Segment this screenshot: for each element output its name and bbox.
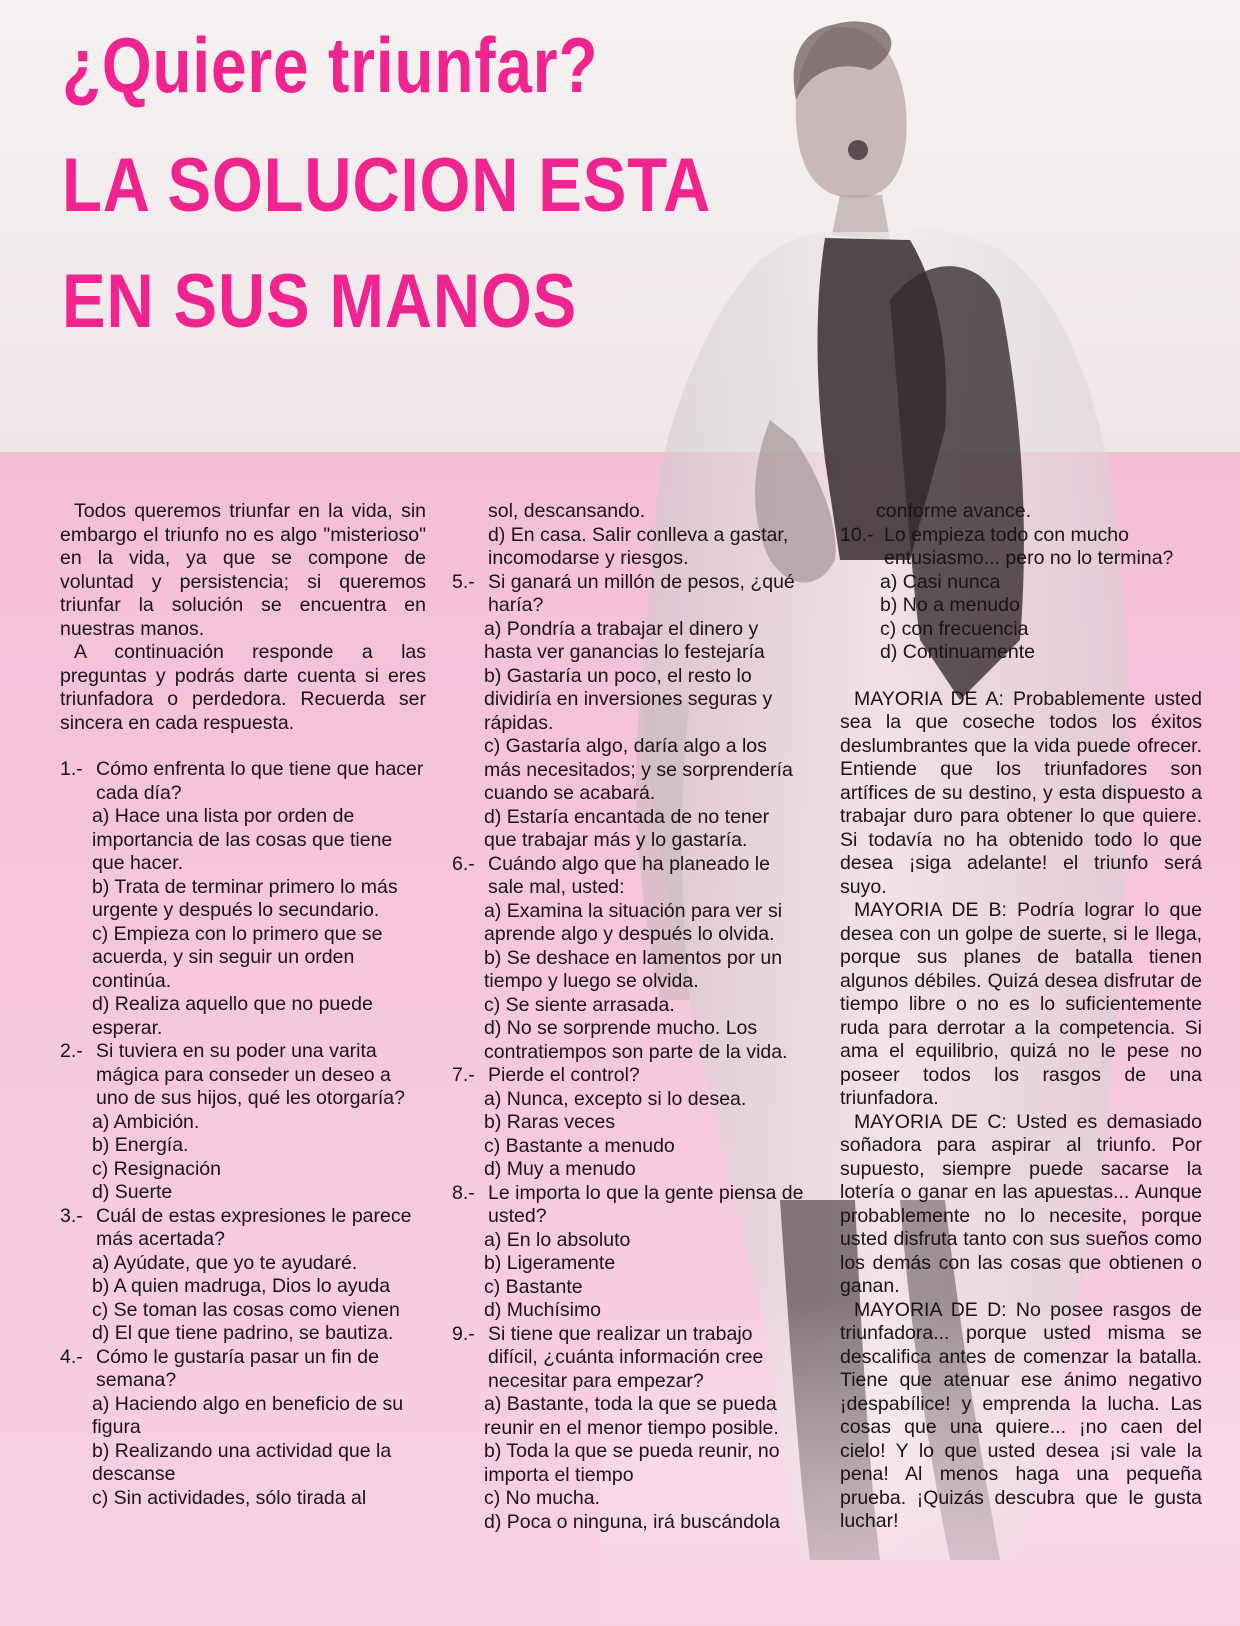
question-8 — [452, 1182, 807, 1323]
question-text: Si tuviera en su poder una varita mágica para conseder un deseo a uno de sus hijos, qué les otorgaría? — [96, 1040, 405, 1109]
answer-option: d) Muchísimo — [484, 1299, 602, 1321]
result-majority-b: MAYORIA DE B: Podría lograr lo que desea con un golpe de suerte, si le llega, porque sus planes de batalla tienen algunos débiles. Quizá desea disfrutar de tiempo libre o no es lo suficientemente ruda para derrotar a la competencia. Si ama el equilibrio, quizá no le pese no poseer todos los rasgos de una triunfadora. — [840, 899, 1202, 1109]
answer-option: a) Ayúdate, que yo te ayudaré. — [92, 1251, 358, 1274]
headline-line-2: LA SOLUCION ESTA — [62, 143, 712, 228]
answer-option: d) Estaría encantada de no tener que trabajar más y lo gastaría. — [484, 805, 770, 851]
answer-option: a) Examina la situación para ver si aprende algo y después lo olvida. — [484, 899, 783, 945]
question-number: 3.- — [60, 1204, 83, 1227]
answer-option: a) Haciendo algo en beneficio de su figura — [92, 1392, 404, 1438]
question-number: 10.- — [840, 523, 874, 546]
answer-option: c) Bastante — [484, 1275, 583, 1298]
answer-option-continuation: conforme avance. — [876, 500, 1032, 522]
question-2 — [60, 1040, 426, 1205]
headline-line-1: ¿Quiere triunfar? — [62, 21, 599, 109]
article-column-1 — [60, 500, 426, 1510]
answer-option: c) Se toman las cosas como vienen — [92, 1298, 400, 1321]
result-majority-a: MAYORIA DE A: Probablemente usted sea la que coseche todos los éxitos deslumbrantes que la vida puede ofrecer. Entiende que los triunfadores son artífices de su destino, y esta dispuesto a trabajar duro para obtener lo que quiere. Si todavía no ha obtenido todo lo que desea ¡siga adelante! el triunfo será suyo. — [840, 687, 1202, 898]
question-text: Cómo enfrenta lo que tiene que hacer cada día? — [96, 758, 424, 804]
question-number: 1.- — [60, 758, 83, 780]
intro-paragraph-2: A continuación responde a las preguntas y podrás darte cuenta si eres triunfadora o perdedora. Recuerda ser sincera en cada respuesta. — [60, 641, 426, 734]
answer-option: a) Hace una lista por orden de importancia de las cosas que tiene que hacer. — [92, 805, 393, 874]
question-5 — [452, 571, 807, 853]
answer-option: c) Resignación — [92, 1157, 221, 1180]
question-6 — [452, 853, 807, 1065]
answer-option: c) No mucha. — [484, 1487, 600, 1509]
question-text: Pierde el control? — [488, 1064, 640, 1086]
answer-option: b) Toda la que se pueda reunir, no importa el tiempo — [484, 1440, 780, 1486]
answer-option: b) Energía. — [92, 1134, 189, 1156]
answer-option: b) Gastaría un poco, el resto lo dividiría en inversiones seguras y rápidas. — [484, 664, 773, 734]
answer-option: d) El que tiene padrino, se bautiza. — [92, 1322, 394, 1344]
question-text: Cuándo algo que ha planeado le sale mal, usted: — [488, 852, 770, 898]
answer-option-continuation: sol, descansando. — [488, 500, 646, 522]
question-number: 9.- — [452, 1322, 475, 1345]
answer-option: b) Ligeramente — [484, 1252, 616, 1274]
answer-option: a) Nunca, excepto si lo desea. — [484, 1087, 747, 1110]
intro-paragraph-1: Todos queremos triunfar en la vida, sin embargo el triunfo no es algo "misterioso" en la vida, ya que se compone de voluntad y persistencia; si queremos triunfar la solución se encuentra en nuestras manos. — [60, 500, 426, 640]
answer-option: a) Casi nunca — [880, 570, 1001, 593]
result-majority-c: MAYORIA DE C: Usted es demasiado soñadora para aspirar al triunfo. Por supuesto, siempre puede sacarse la lotería o ganar en las apuestas... Aunque probablemente no lo necesite, porque usted disfruta tanto con sus sueños como los demás con las cosas que obtienen o ganan. — [840, 1110, 1202, 1297]
question-text: Cuál de estas expresiones le parece más acertada? — [96, 1204, 412, 1250]
answer-option: c) Gastaría algo, daría algo a los más necesitados; y se sorprendería cuando se acabará. — [484, 735, 793, 804]
headline-line-3: EN SUS MANOS — [62, 259, 578, 344]
question-3 — [60, 1205, 426, 1346]
question-1 — [60, 758, 426, 1040]
question-number: 7.- — [452, 1064, 475, 1086]
answer-option: a) Ambición. — [92, 1110, 200, 1133]
answer-option: c) Sin actividades, sólo tirada al — [92, 1486, 367, 1509]
answer-option: c) con frecuencia — [880, 617, 1029, 640]
answer-option: b) Se deshace en lamentos por un tiempo y luego se olvida. — [484, 946, 783, 992]
answer-option: b) A quien madruga, Dios lo ayuda — [92, 1275, 391, 1297]
answer-option: d) Realiza aquello que no puede esperar. — [92, 993, 373, 1039]
answer-option: b) Realizando una actividad que la descanse — [92, 1439, 392, 1485]
question-text: Le importa lo que la gente piensa de usted? — [488, 1181, 804, 1227]
answer-option: c) Empieza con lo primero que se acuerda, y sin seguir un orden continúa. — [92, 922, 383, 992]
question-4 — [60, 1346, 426, 1511]
answer-option: c) Se siente arrasada. — [484, 993, 675, 1016]
question-10 — [840, 524, 1202, 665]
answer-option: d) Suerte — [92, 1181, 173, 1203]
answer-option: d) En casa. Salir conlleva a gastar, incomodarse y riesgos. — [488, 523, 789, 569]
answer-option: d) Poca o ninguna, irá buscándola — [484, 1510, 780, 1533]
question-7 — [452, 1064, 807, 1182]
question-number: 6.- — [452, 852, 475, 875]
answer-option: b) Trata de terminar primero lo más urgente y después lo secundario. — [92, 875, 398, 921]
question-9 — [452, 1323, 807, 1535]
answer-option: a) Pondría a trabajar el dinero y hasta ver ganancias lo festejaría — [484, 617, 765, 663]
answer-option: a) En lo absoluto — [484, 1228, 631, 1251]
answer-option: d) Continuamente — [880, 641, 1036, 663]
question-text: Lo empieza todo con mucho entusiasmo... pero no lo termina? — [884, 523, 1174, 569]
article-column-3 — [840, 500, 1202, 1534]
question-number: 5.- — [452, 570, 475, 593]
answer-option: b) Raras veces — [484, 1111, 616, 1133]
question-number: 8.- — [452, 1181, 475, 1204]
question-text: Cómo le gustaría pasar un fin de semana? — [96, 1345, 379, 1391]
answer-option: a) Bastante, toda la que se pueda reunir en el menor tiempo posible. — [484, 1393, 779, 1439]
answer-option: c) Bastante a menudo — [484, 1134, 675, 1157]
answer-option: b) No a menudo — [880, 594, 1020, 616]
result-majority-d: MAYORIA DE D: No posee rasgos de triunfadora... porque usted misma se descalifica antes de comenzar la batalla. Tiene que atenuar ese ánimo negativo ¡despabílice! y emprenda la lucha. Las cosas que una quiere... ¡no caen del cielo! Y lo que usted desea ¡si vale la pena! Al menos haga una pequeña prueba. ¡Quizás descubra que le gusta luchar! — [840, 1298, 1202, 1532]
answer-option: d) Muy a menudo — [484, 1158, 636, 1180]
question-number: 4.- — [60, 1345, 83, 1368]
question-text: Si tiene que realizar un trabajo difícil, ¿cuánta información cree necesitar para empezar? — [488, 1322, 764, 1392]
answer-option: d) No se sorprende mucho. Los contratiempos son parte de la vida. — [484, 1017, 788, 1063]
question-number: 2.- — [60, 1040, 83, 1062]
article-column-2 — [452, 500, 807, 1534]
question-text: Si ganará un millón de pesos, ¿qué haría? — [488, 570, 795, 616]
